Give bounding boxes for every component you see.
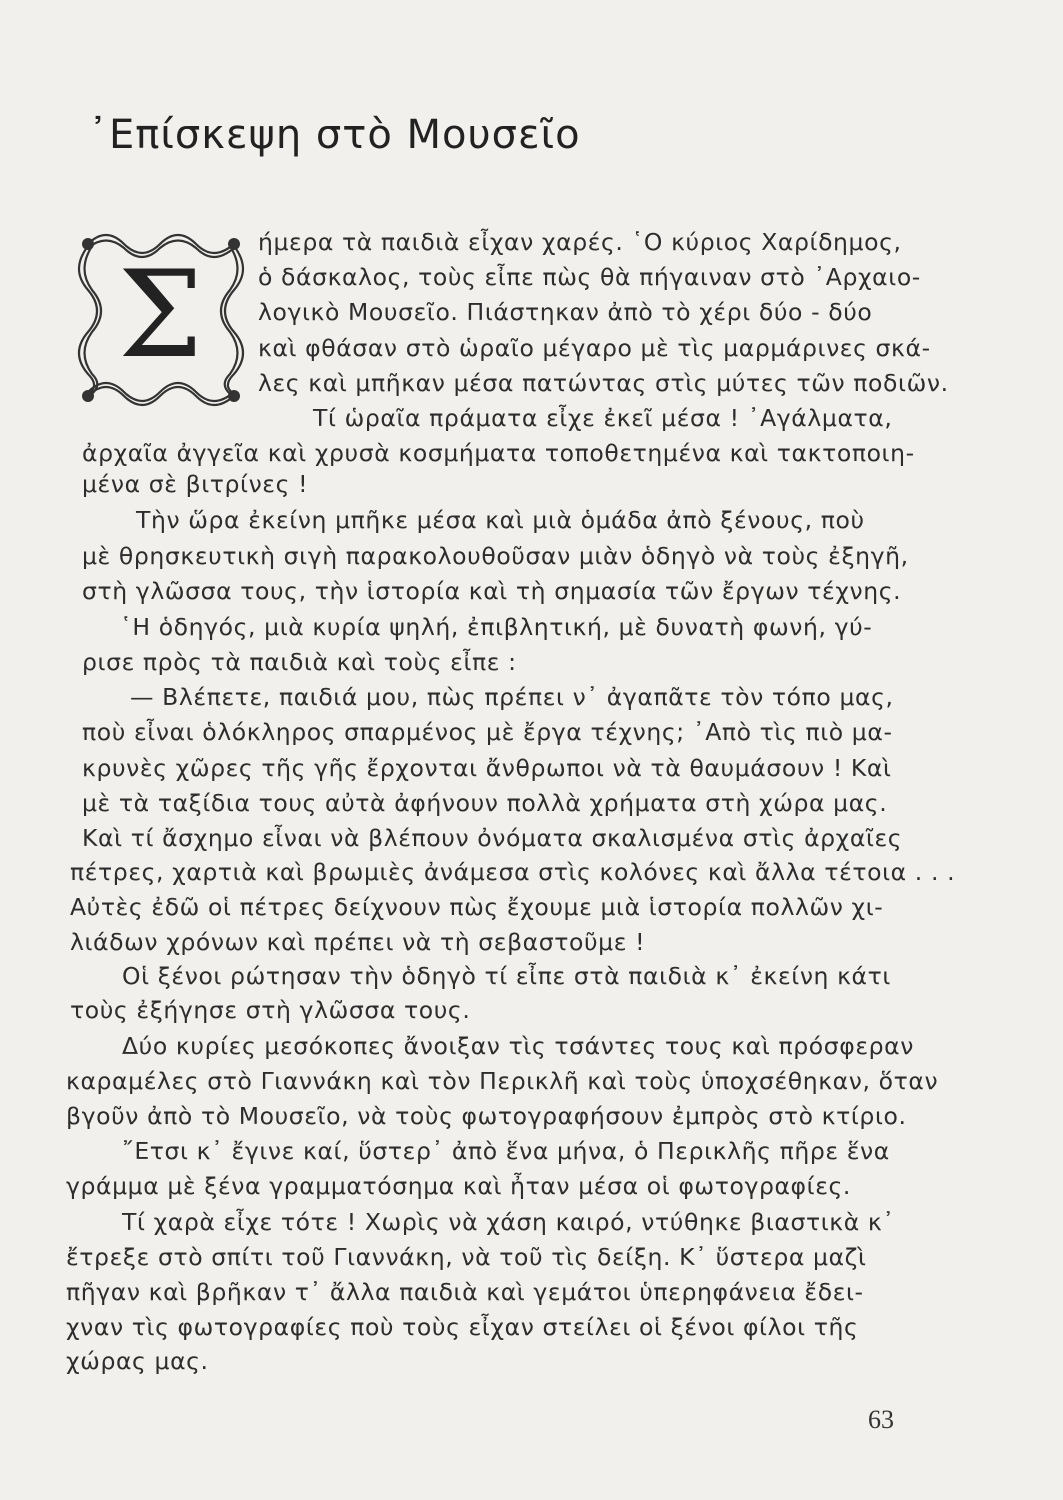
text-line: πῆγαν καὶ βρῆκαν τ᾿ ἄλλα παιδιὰ καὶ γεμάτοι ὑπερηφάνεια ἔδει- bbox=[66, 1278, 864, 1306]
text-line: — Βλέπετε, παιδιά μου, πὼς πρέπει ν᾿ ἀγαπᾶτε τὸν τόπο μας, bbox=[130, 683, 894, 711]
drop-cap: Σ bbox=[118, 246, 203, 385]
text-line: χώρας μας. bbox=[66, 1347, 209, 1375]
page-title: ᾿Επίσκεψη στὸ Μουσεῖο bbox=[88, 112, 581, 158]
text-line: ήμερα τὰ παιδιὰ εἶχαν χαρές. ῾Ο κύριος Χαρίδημος, bbox=[258, 228, 902, 256]
text-line: Καὶ τί ἄσχημο εἶναι νὰ βλέπουν ὀνόματα σκαλισμένα στὶς ἀρχαῖες bbox=[82, 824, 903, 852]
text-line: ὁ δάσκαλος, τοὺς εἶπε πὼς θὰ πήγαιναν στὸ ᾿Αρχαιο- bbox=[258, 263, 921, 291]
text-line: μὲ τὰ ταξίδια τους αὐτὰ ἀφήνουν πολλὰ χρήματα στὴ χώρα μας. bbox=[82, 789, 888, 817]
text-line: Τί ὡραῖα πράματα εἶχε ἐκεῖ μέσα ! ᾿Αγάλματα, bbox=[313, 404, 893, 432]
text-line: γράμμα μὲ ξένα γραμματόσημα καὶ ἦταν μέσα οἱ φωτογραφίες. bbox=[66, 1172, 851, 1200]
text-line: ρισε πρὸς τὰ παιδιὰ καὶ τοὺς εἶπε : bbox=[82, 648, 517, 676]
text-line: καὶ φθάσαν στὸ ὡραῖο μέγαρο μὲ τὶς μαρμάρινες σκά- bbox=[258, 334, 931, 362]
text-line: ἀρχαῖα ἀγγεῖα καὶ χρυσὰ κοσμήματα τοποθετημένα καὶ τακτοποιη- bbox=[82, 439, 915, 467]
text-line: Τί χαρὰ εἶχε τότε ! Χωρὶς νὰ χάση καιρό, ντύθηκε βιαστικὰ κ᾿ bbox=[122, 1208, 895, 1236]
text-line: ποὺ εἶναι ὁλόκληρος σπαρμένος μὲ ἔργα τέχνης; ᾿Απὸ τὶς πιὸ μα- bbox=[82, 718, 893, 746]
text-line: Αὐτὲς ἐδῶ οἱ πέτρες δείχνουν πὼς ἔχουμε μιὰ ἱστορία πολλῶν χι- bbox=[70, 893, 884, 921]
text-line: Τὴν ὥρα ἐκείνη μπῆκε μέσα καὶ μιὰ ὁμάδα ἀπὸ ξένους, ποὺ bbox=[136, 506, 865, 534]
text-line: ῎Ετσι κ᾿ ἔγινε καί, ὕστερ᾿ ἀπὸ ἕνα μήνα, ὁ Περικλῆς πῆρε ἕνα bbox=[122, 1137, 890, 1165]
text-line: λιάδων χρόνων καὶ πρέπει νὰ τὴ σεβαστοῦμε ! bbox=[70, 928, 646, 956]
text-line: λες καὶ μπῆκαν μέσα πατώντας στὶς μύτες τῶν ποδιῶν. bbox=[258, 369, 949, 397]
text-line: λογικὸ Μουσεῖο. Πιάστηκαν ἀπὸ τὸ χέρι δύο - δύο bbox=[258, 298, 873, 326]
text-line: Οἱ ξένοι ρώτησαν τὴν ὁδηγὸ τί εἶπε στὰ παιδιὰ κ᾿ ἐκείνη κάτι bbox=[122, 962, 891, 990]
text-line: Δύο κυρίες μεσόκοπες ἄνοιξαν τὶς τσάντες τους καὶ πρόσφεραν bbox=[122, 1032, 914, 1060]
text-line: καραμέλες στὸ Γιαννάκη καὶ τὸν Περικλῆ καὶ τοὺς ὑποχσέθηκαν, ὅταν bbox=[66, 1067, 939, 1095]
text-line: μένα σὲ βιτρίνες ! bbox=[82, 470, 309, 498]
text-line: τοὺς ἐξήγησε στὴ γλῶσσα τους. bbox=[70, 996, 471, 1024]
text-line: κρυνὲς χῶρες τῆς γῆς ἔρχονται ἄνθρωποι νὰ τὰ θαυμάσουν ! Καὶ bbox=[82, 754, 892, 782]
text-line: ῾Η ὁδηγός, μιὰ κυρία ψηλή, ἐπιβλητική, μὲ δυνατὴ φωνή, γύ- bbox=[120, 613, 873, 641]
page-number: 63 bbox=[868, 1405, 894, 1434]
text-line: βγοῦν ἀπὸ τὸ Μουσεῖο, νὰ τοὺς φωτογραφήσουν ἐμπρὸς στὸ κτίριο. bbox=[66, 1102, 907, 1130]
text-line: μὲ θρησκευτικὴ σιγὴ παρακολουθοῦσαν μιὰν ὁδηγὸ νὰ τοὺς ἐξηγῆ, bbox=[82, 542, 909, 570]
text-line: χναν τὶς φωτογραφίες ποὺ τοὺς εἶχαν στείλει οἱ ξένοι φίλοι τῆς bbox=[66, 1313, 859, 1341]
text-line: πέτρες, χαρτιὰ καὶ βρωμιὲς ἀνάμεσα στὶς κολόνες καὶ ἄλλα τέτοια . . . bbox=[70, 858, 956, 886]
text-line: ἔτρεξε στὸ σπίτι τοῦ Γιαννάκη, νὰ τοῦ τὶς δείξη. Κ᾿ ὕστερα μαζὶ bbox=[66, 1243, 867, 1271]
text-line: στὴ γλῶσσα τους, τὴν ἱστορία καὶ τὴ σημασία τῶν ἔργων τέχνης. bbox=[82, 577, 902, 605]
